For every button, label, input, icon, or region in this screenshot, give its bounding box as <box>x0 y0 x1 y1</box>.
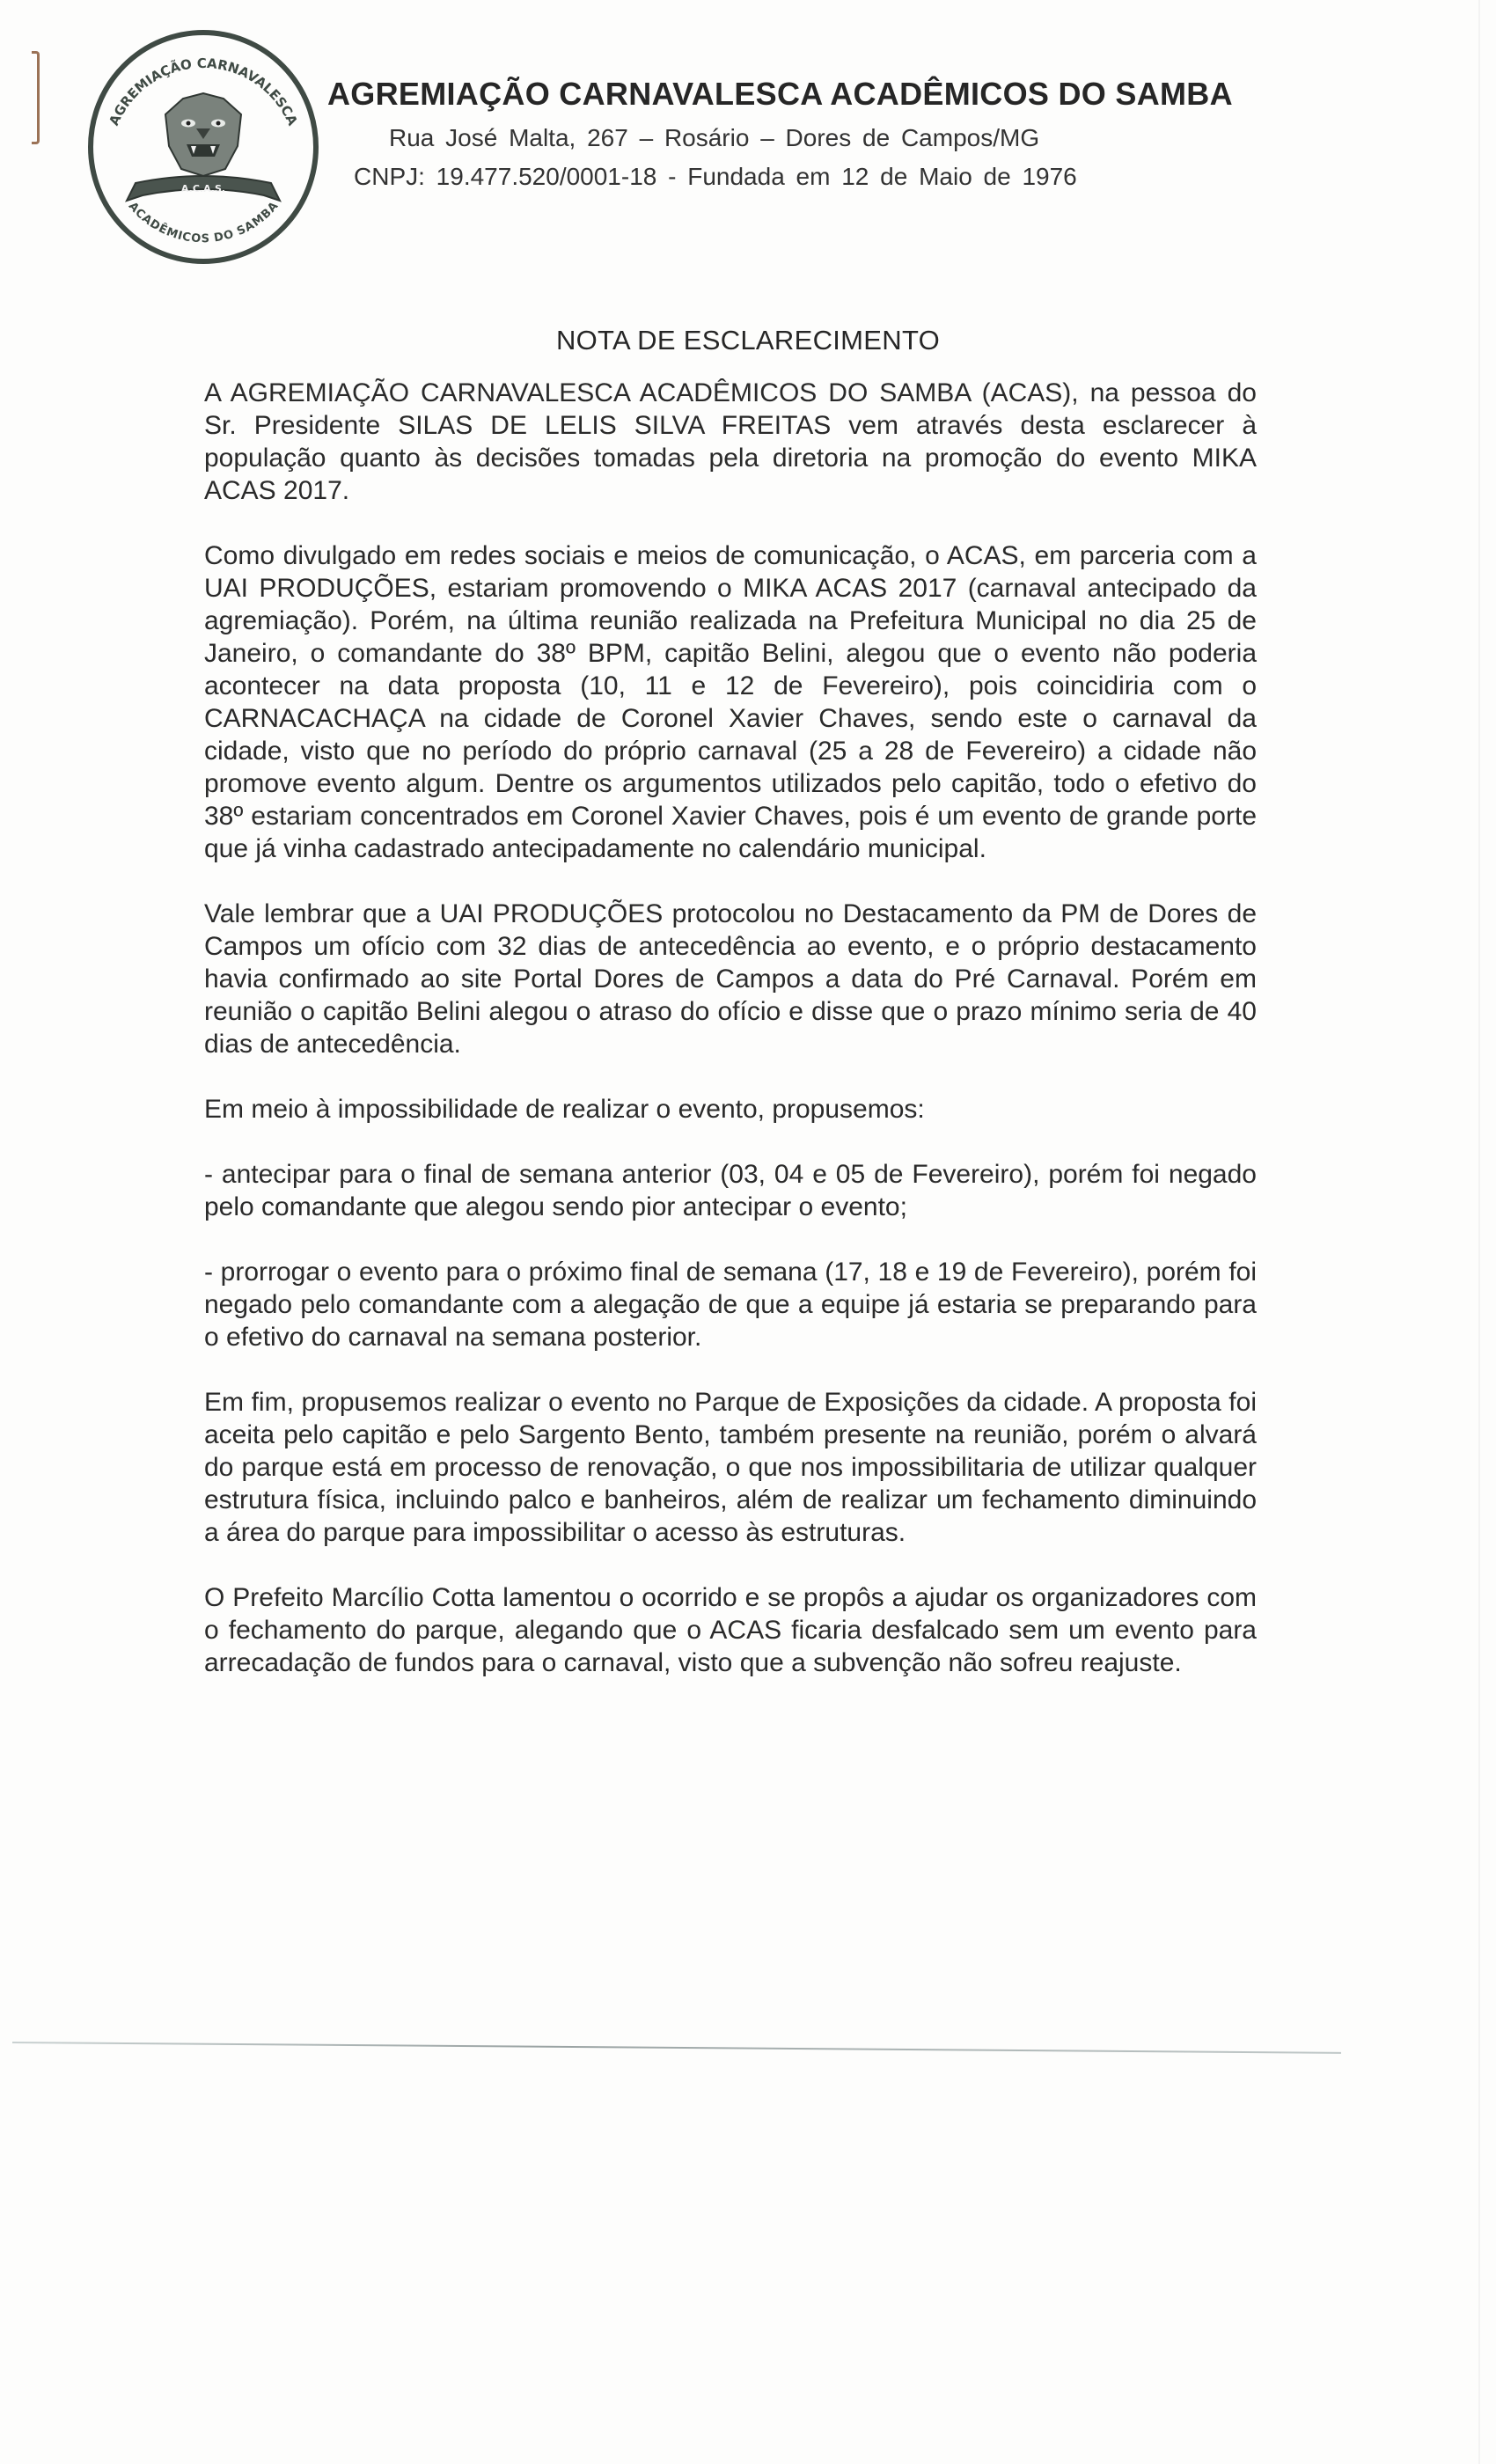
organization-address: Rua José Malta, 267 – Rosário – Dores de Campos/MG <box>389 124 1040 151</box>
paragraph-background: Como divulgado em redes sociais e meios de comunicação, o ACAS, em parceria com a UAI PRODUÇÕES, estariam promovendo o MIKA ACAS 2017 (carnaval antecipado da agremiação). Porém, na última reunião realizada na Prefeitura Municipal no dia 25 de Janeiro, o comandante do 38º BPM, capitão Belini, alegou que o evento não poderia acontecer na data proposta (10, 11 e 12 de Fevereiro), pois coincidiria com o CARNACACHAÇA na cidade de Coronel Xavier Chaves, sendo este o carnaval da cidade, visto que no período do próprio carnaval (25 a 28 de Fevereiro) a cidade não promove evento algum. Dentre os argumentos utilizados pelo capitão, todo o efetivo do 38º estariam concentrados em Coronel Xavier Chaves, pois é um evento de grande porte que já vinha cadastrado antecipadamente no calendário municipal. <box>204 541 1257 863</box>
paragraph-park-proposal: Em fim, propusemos realizar o evento no Parque de Exposições da cidade. A proposta foi aceita pelo capitão e pelo Sargento Bento, também presente na reunião, porém o alvará do parque está em processo de renovação, o que nos impossibilitaria de utilizar qualquer estrutura física, incluindo palco e banheiros, além de realizar um fechamento diminuindo a área do parque para impossibilitar o acesso às estruturas. <box>204 1388 1257 1547</box>
list-item-proposal-later: - prorrogar o evento para o próximo final de semana (17, 18 e 19 de Fevereiro), porém foi negado pelo comandante com a alegação de que a equipe já estaria se preparando para o efetivo do carnaval na semana posterior. <box>204 1258 1257 1352</box>
organization-cnpj: CNPJ: 19.477.520/0001-18 - Fundada em 12 de Maio de 1976 <box>354 163 1077 190</box>
tiger-head-icon <box>165 93 241 176</box>
organization-name: AGREMIAÇÃO CARNAVALESCA ACADÊMICOS DO SAMBA <box>327 76 1233 112</box>
logo <box>84 28 322 266</box>
svg-text:ACADÊMICOS DO SAMBA <box>126 200 281 246</box>
document-body <box>204 377 1257 1712</box>
scan-page-edge <box>1478 0 1480 2464</box>
staple-mark <box>32 51 40 144</box>
paragraph-intro: A AGREMIAÇÃO CARNAVALESCA ACADÊMICOS DO SAMBA (ACAS), na pessoa do Sr. Presidente SILAS DE LELIS SILVA FREITAS vem através desta esclarecer à população quanto às decisões tomadas pela diretoria na promoção do evento MIKA ACAS 2017. <box>204 378 1257 505</box>
tiger-emblem-icon <box>84 28 322 266</box>
paragraph-mayor: O Prefeito Marcílio Cotta lamentou o ocorrido e se propôs a ajudar os organizadores com o fechamento do parque, alegando que o ACAS ficaria desfalcado sem um evento para arrecadação de fundos para o carnaval, visto que a subvenção não sofreu reajuste. <box>204 1583 1257 1677</box>
logo-ring-top-text: AGREMIAÇÃO CARNAVALESCA <box>106 55 301 128</box>
letterhead <box>327 75 1260 193</box>
logo-banner-text: A.C.A.S. <box>180 183 226 194</box>
document-title: NOTA DE ESCLARECIMENTO <box>555 325 941 356</box>
logo-ring-bottom-text: ACADÊMICOS DO SAMBA <box>125 199 282 246</box>
paragraph-protocol: Vale lembrar que a UAI PRODUÇÕES protocolou no Destacamento da PM de Dores de Campos um ofício com 32 dias de antecedência ao evento, e o próprio destacamento havia confirmado ao site Portal Dores de Campos a data do Pré Carnaval. Porém em reunião o capitão Belini alegou o atraso do ofício e disse que o prazo mínimo seria de 40 dias de antecedência. <box>204 899 1257 1059</box>
paragraph-proposals-intro: Em meio à impossibilidade de realizar o evento, propusemos: <box>204 1095 925 1124</box>
scan-fold-line <box>12 2042 1341 2054</box>
list-item-proposal-earlier: - antecipar para o final de semana anterior (03, 04 e 05 de Fevereiro), porém foi negado pelo comandante que alegou sendo pior antecipar o evento; <box>204 1160 1257 1221</box>
